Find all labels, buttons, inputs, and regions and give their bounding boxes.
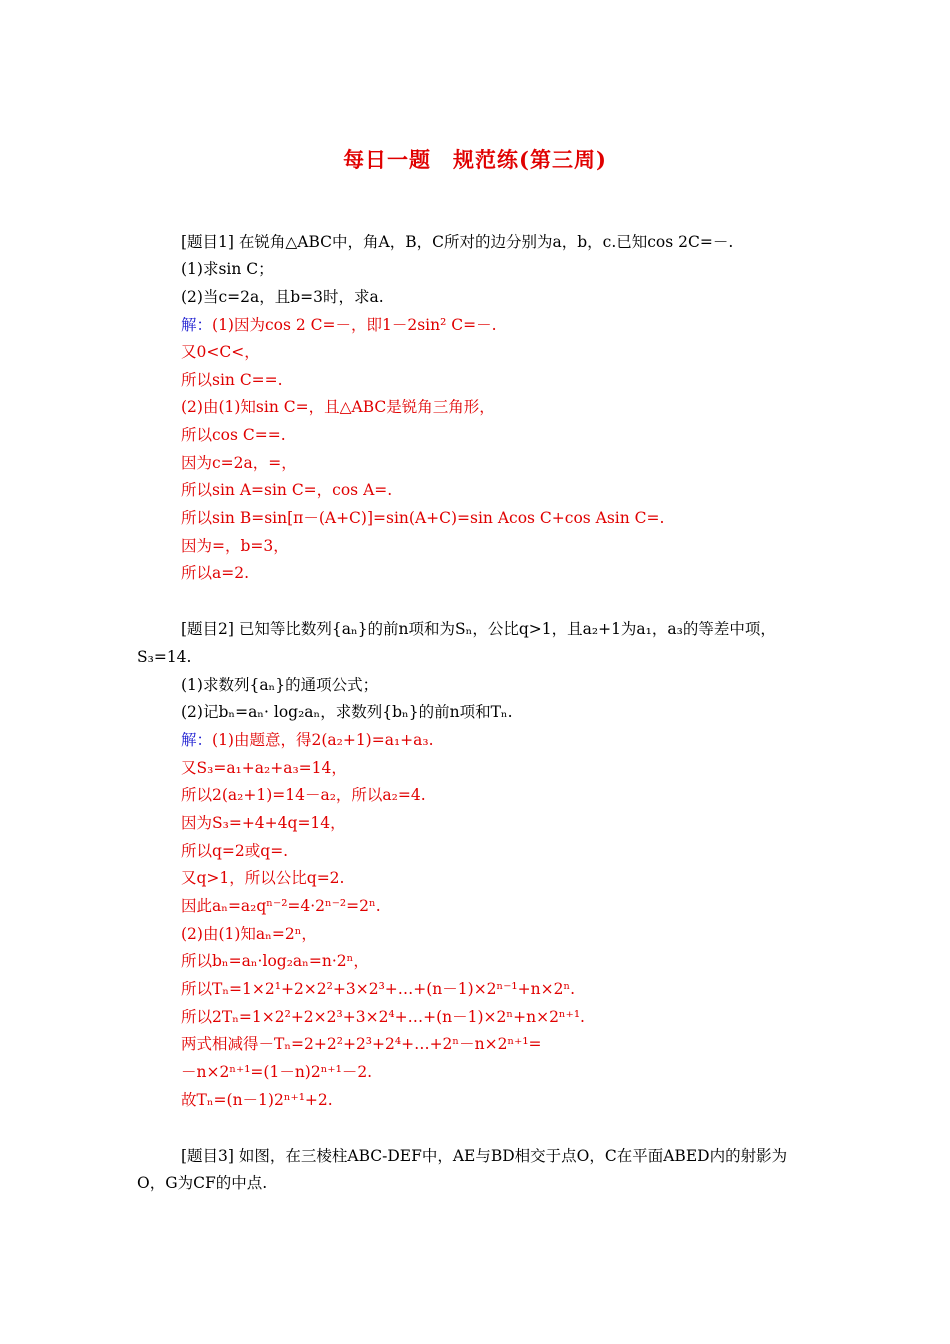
text-line-content: (2)记bₙ=aₙ· log₂aₙ，求数列{bₙ}的前n项和Tₙ. [181,703,513,721]
text-line [181,425,286,445]
text-line [181,370,283,390]
text-line [181,232,733,252]
text-line [181,702,513,722]
text-line-content: [题目3] 如图，在三棱柱ABC-DEF中，AE与BD相交于点O，C在平面ABED内的射影为 [181,1147,788,1165]
text-line [181,951,369,971]
text-line-content: 因为=，b=3， [181,537,289,555]
text-line [181,342,260,362]
text-line-content: (2)由(1)知sin C=，且△ABC是锐角三角形， [181,398,495,416]
text-line-content: 因此aₙ=a₂qⁿ⁻²=4·2ⁿ⁻²=2ⁿ. [181,897,381,915]
text-line-content: 所以sin A=sin C=，cos A=. [181,481,393,499]
text-line-content: 又q>1，所以公比q=2. [181,869,345,887]
text-line-content: (2)由(1)知aₙ=2ⁿ， [181,925,317,943]
text-line-content: 所以sin B=sin[π－(A+C)]=sin(A+C)=sin Acos C+cos Asin C=. [181,509,665,527]
text-line-content: 因为S₃=+4+4q=14， [181,814,346,832]
text-line-content: (2)当c=2a，且b=3时，求a. [181,288,384,306]
solution-label: 解： [181,316,213,334]
text-line [181,1034,542,1054]
text-line-content: 所以2Tₙ=1×2²+2×2³+3×2⁴+…+(n－1)×2ⁿ+n×2ⁿ⁺¹. [181,1008,585,1026]
text-line [137,1173,267,1193]
text-line-content: －n×2ⁿ⁺¹=(1－n)2ⁿ⁺¹－2. [181,1063,373,1081]
text-line-content: [题目2] 已知等比数列{aₙ}的前n项和为Sₙ，公比q>1，且a₂+1为a₁，a₃的等差中项， [181,620,776,638]
text-line-content: 所以2(a₂+1)=14－a₂，所以a₂=4. [181,786,426,804]
text-line [181,1146,787,1166]
text-line [181,619,776,639]
text-line [181,1090,333,1110]
text-line [181,453,297,473]
text-line [181,979,575,999]
text-line [181,563,249,583]
text-line [181,785,426,805]
text-line [181,536,289,556]
text-line-content: 两式相减得－Tₙ=2+2²+2³+2⁴+…+2ⁿ－n×2ⁿ⁺¹= [181,1035,542,1053]
text-line-content: [题目1] 在锐角△ABC中，角A，B，C所对的边分别为a，b，c.已知cos 2C=－. [181,233,734,251]
text-line-content: 又0<C<， [181,343,260,361]
text-line [181,675,378,695]
text-line-content: (1)由题意，得2(a₂+1)=a₁+a₃. [212,731,434,749]
text-line [181,508,664,528]
text-line-content: 所以sin C==. [181,371,283,389]
text-line [181,868,344,888]
text-line-content: 所以q=2或q=. [181,842,289,860]
text-line-content: 因为c=2a，=， [181,454,297,472]
text-line [181,480,392,500]
text-line-content: 所以cos C==. [181,426,286,444]
text-line [181,730,434,750]
text-line [181,287,384,307]
text-line [181,397,495,417]
text-line-content: (1)因为cos 2 C=－，即1－2sin² C=－. [212,316,497,334]
text-line [181,896,381,916]
text-line [181,841,288,861]
page-title: 每日一题 规范练(第三周) [343,147,607,172]
text-line [137,647,191,667]
text-line-content: (1)求sin C； [181,260,274,278]
text-line-content: 又S₃=a₁+a₂+a₃=14， [181,759,347,777]
text-line [181,813,346,833]
solution-label: 解： [181,731,213,749]
text-line-content: 所以bₙ=aₙ·log₂aₙ=n·2ⁿ， [181,952,369,970]
text-line [181,1007,585,1027]
text-line-content: 所以a=2. [181,564,250,582]
text-line-content: 故Tₙ=(n－1)2ⁿ⁺¹+2. [181,1091,333,1109]
text-line [181,1062,372,1082]
text-line [181,924,317,944]
text-line-content: S₃=14. [137,648,192,666]
text-line-content: (1)求数列{aₙ}的通项公式； [181,676,379,694]
text-line-content: O，G为CF的中点. [137,1174,268,1192]
text-line [181,758,347,778]
text-line [181,315,497,335]
text-line [181,259,274,279]
text-line-content: 所以Tₙ=1×2¹+2×2²+3×2³+…+(n－1)×2ⁿ⁻¹+n×2ⁿ. [181,980,576,998]
